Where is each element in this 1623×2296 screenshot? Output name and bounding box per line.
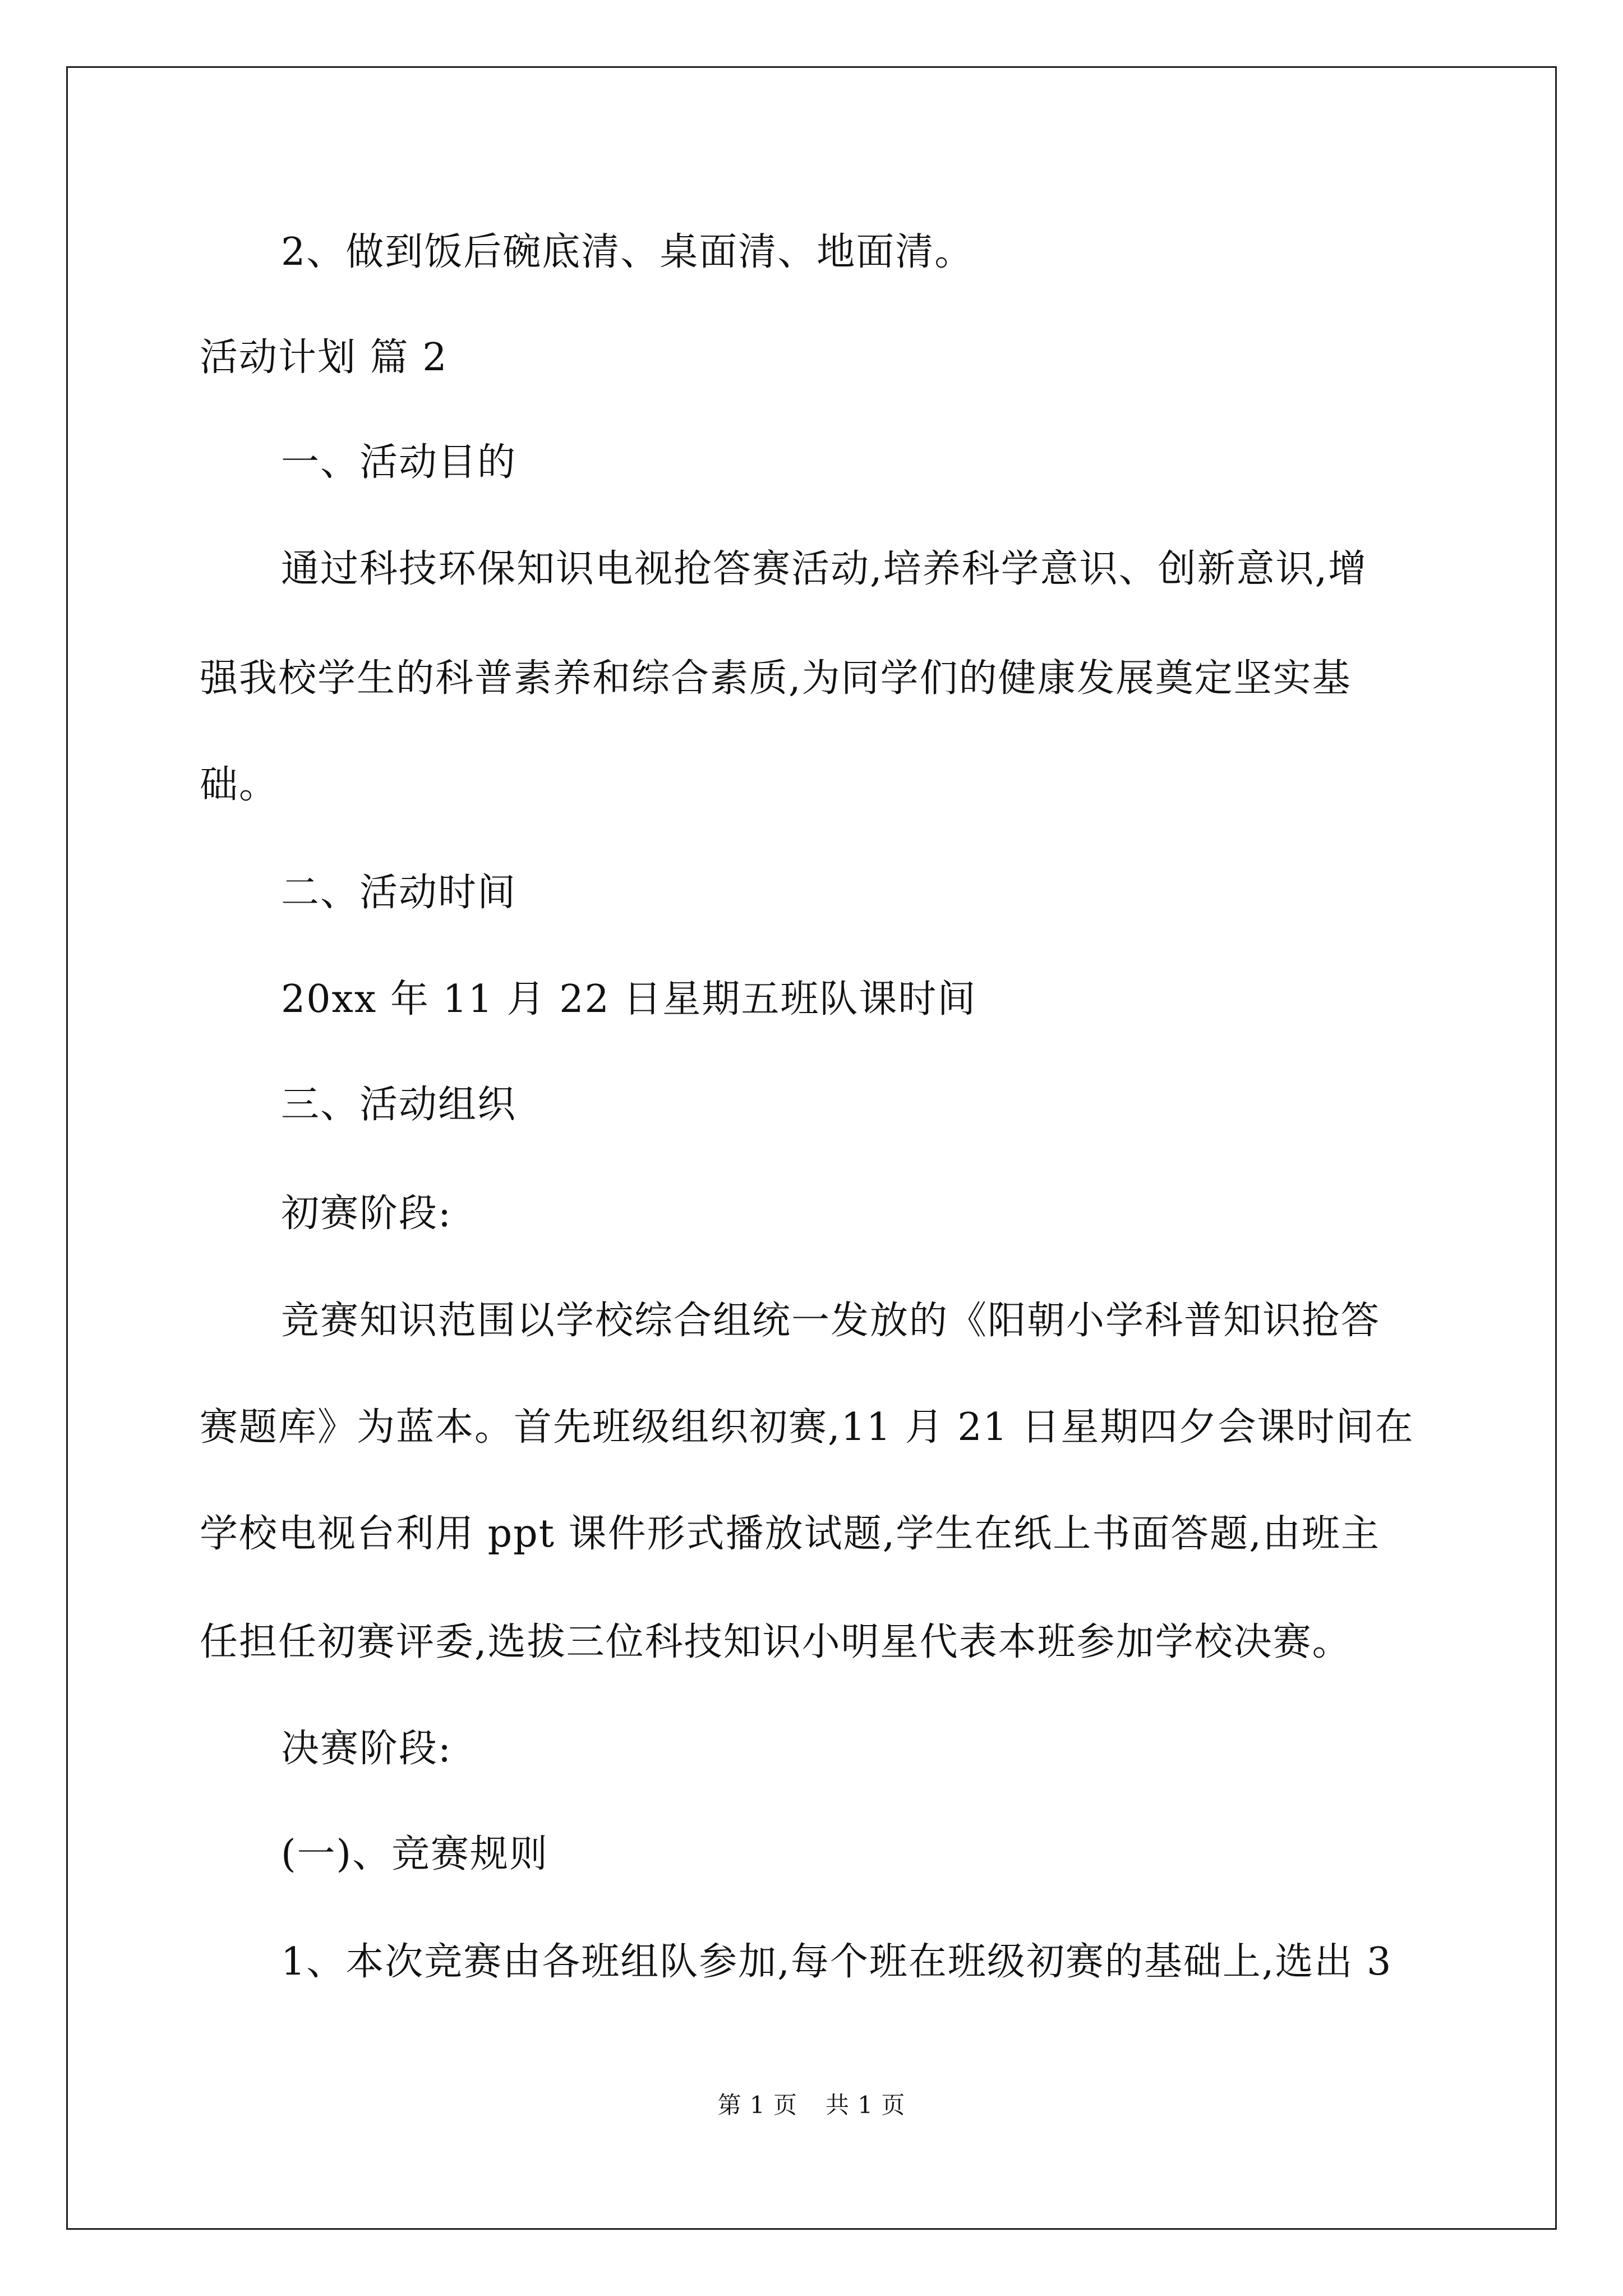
- text-line: 三、活动组织: [281, 1083, 517, 1127]
- text-line: 强我校学生的科普素养和综合素质,为同学们的健康发展奠定坚实基: [200, 656, 1352, 701]
- text-line: 础。: [200, 763, 279, 807]
- text-line: 任担任初赛评委,选拔三位科技知识小明星代表本班参加学校决赛。: [200, 1620, 1352, 1664]
- text-line: 一、活动目的: [281, 440, 517, 485]
- page-number-total: 共 1 页: [826, 2091, 906, 2119]
- text-line: 二、活动时间: [281, 871, 517, 915]
- page-border: [66, 66, 1557, 2230]
- text-line: 通过科技环保知识电视抢答赛活动,培养科学意识、创新意识,增: [281, 547, 1368, 591]
- text-line: 2、做到饭后碗底清、桌面清、地面清。: [281, 230, 974, 274]
- text-line: 1、本次竞赛由各班组队参加,每个班在班级初赛的基础上,选出 3: [281, 1940, 1393, 1984]
- section-heading: 活动计划 篇 2: [200, 335, 448, 380]
- text-line: 竞赛知识范围以学校综合组统一发放的《阳朝小学科普知识抢答: [281, 1299, 1381, 1343]
- text-line: 初赛阶段:: [281, 1191, 452, 1236]
- page-footer: [0, 2091, 1623, 2119]
- text-line: 决赛阶段:: [281, 1727, 452, 1771]
- text-line: 20xx 年 11 月 22 日星期五班队课时间: [281, 977, 977, 1022]
- page-number-current: 第 1 页: [717, 2091, 797, 2119]
- text-line: 赛题库》为蓝本。首先班级组织初赛,11 月 21 日星期四夕会课时间在: [200, 1405, 1414, 1450]
- text-line: 学校电视台利用 ppt 课件形式播放试题,学生在纸上书面答题,由班主: [200, 1512, 1380, 1556]
- text-line: (一)、竞赛规则: [281, 1832, 549, 1876]
